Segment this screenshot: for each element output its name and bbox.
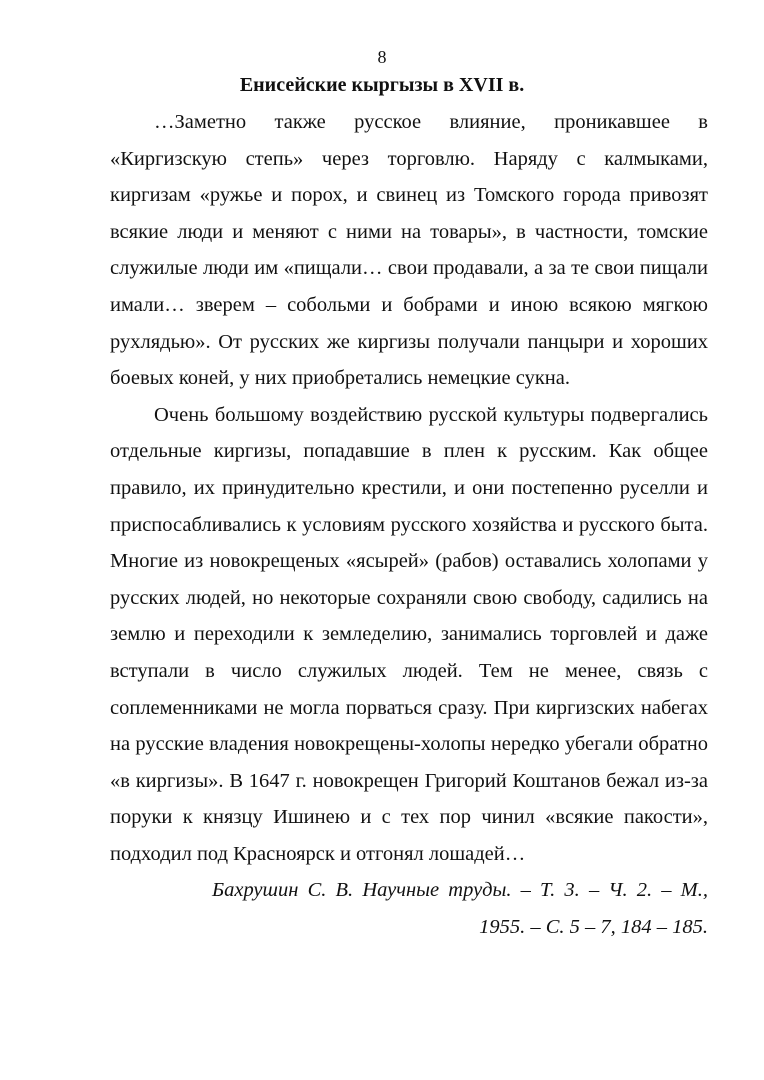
page-title: Енисейские кыргызы в XVII в. bbox=[239, 74, 525, 96]
citation: Бахрушин С. В. Научные труды. – Т. 3. – Ч. 2. – М., 1955. – С. 5 – 7, 184 – 185. bbox=[212, 879, 708, 939]
body-text bbox=[110, 104, 708, 946]
page-number: 8 bbox=[377, 47, 387, 67]
paragraph-trade: …Заметно также русское влияние, проникавшее в «Киргизскую степь» через торговлю. Наряду с калмыками, киргизам «ружье и порох, и свинец из Томского города привозят всякие люди и меняют с ними на товары», в частности, томские служилые люди им «пищали… свои продавали, а за те свои пищали имали… зверем – собольми и бобрами и иною всякою мягкою рухлядью». От русских же киргизы получали панцыри и хороших боевых коней, у них приобретались немецкие сукна. bbox=[110, 111, 708, 390]
paragraph-captives: Очень большому воздействию русской культуры подвергались отдельные киргизы, попадавшие в плен к русским. Как общее правило, их принудительно крестили, и они постепенно руселли и приспосабливались к условиям русского хозяйства и русского быта. Многие из новокрещеных «ясырей» (рабов) оставались холопами у русских людей, но некоторые сохраняли свою свободу, садились на землю и переходили к земледелию, занимались торговлей и даже вступали в число служилых людей. Тем не менее, связь с соплеменниками не могла порваться сразу. При киргизских набегах на русские владения новокрещены-холопы нередко убегали обратно «в киргизы». В 1647 г. новокрещен Григорий Коштанов бежал из-за поруки к князцу Ишинею и с тех пор чинил «всякие пакости», подходил под Красноярск и отгонял лошадей… bbox=[110, 403, 708, 865]
